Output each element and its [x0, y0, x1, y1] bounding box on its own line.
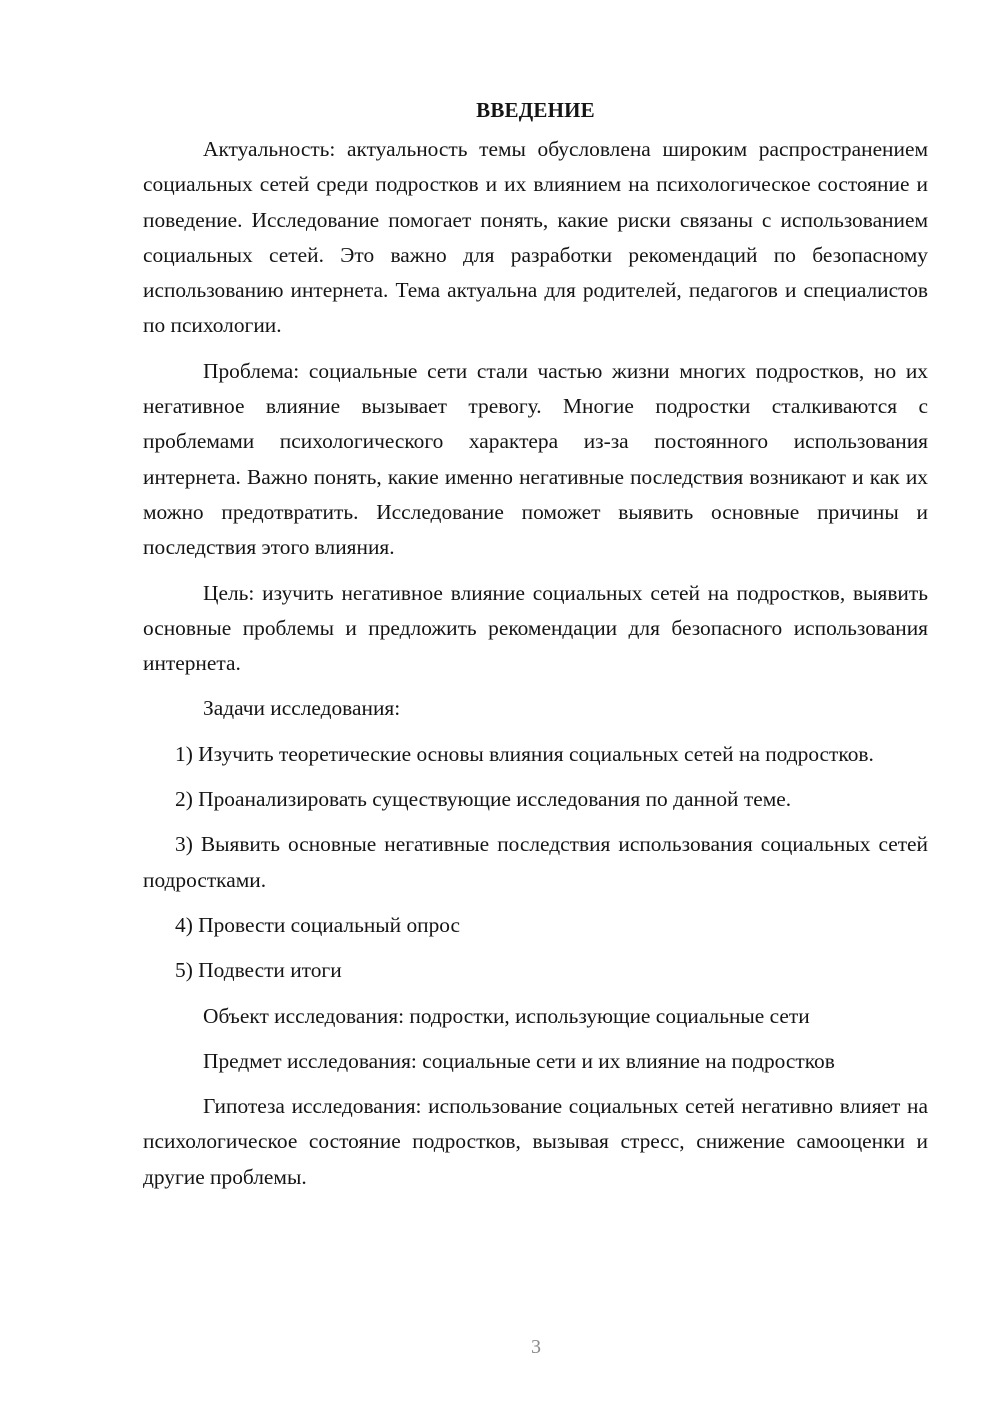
document-page — [143, 96, 928, 1195]
task-item-1: 1) Изучить теоретические основы влияния социальных сетей на подростков. — [175, 741, 874, 766]
subject-paragraph: Предмет исследования: социальные сети и их влияние на подростков — [203, 1048, 835, 1073]
relevance-paragraph: Актуальность: актуальность темы обусловлена широким распространением социальных сетей среди подростков и их влиянием на психологическое состояние и поведение. Исследование помогает понять, какие риски связаны с использованием социальных сетей. Это важно для разработки рекомендаций по безопасному использованию интернета. Тема актуальна для родителей, педагогов и специалистов по психологии. — [143, 137, 928, 338]
task-item-4: 4) Провести социальный опрос — [175, 912, 461, 937]
problem-paragraph: Проблема: социальные сети стали частью жизни многих подростков, но их негативное влияние вызывает тревогу. Многие подростки сталкиваются с проблемами психологического характера из-за постоянного использования интернета. Важно понять, какие именно негативные последствия возникают и как их можно предотвратить. Исследование поможет выявить основные причины и последствия этого влияния. — [143, 358, 928, 560]
object-paragraph: Объект исследования: подростки, использующие социальные сети — [203, 1003, 810, 1028]
goal-paragraph: Цель: изучить негативное влияние социальных сетей на подростков, выявить основные проблемы и предложить рекомендации для безопасного использования интернета. — [143, 580, 928, 676]
page-number: 3 — [531, 1336, 541, 1358]
task-item-2: 2) Проанализировать существующие исследования по данной теме. — [175, 787, 792, 812]
tasks-heading: Задачи исследования: — [203, 696, 401, 721]
hypothesis-paragraph: Гипотеза исследования: использование социальных сетей негативно влияет на психологическое состояние подростков, вызывая стресс, снижение самооценки и другие проблемы. — [143, 1094, 928, 1189]
section-heading: ВВЕДЕНИЕ — [476, 98, 595, 122]
task-item-5: 5) Подвести итоги — [175, 958, 342, 983]
task-item-3: 3) Выявить основные негативные последствия использования социальных сетей подростками. — [143, 832, 928, 892]
